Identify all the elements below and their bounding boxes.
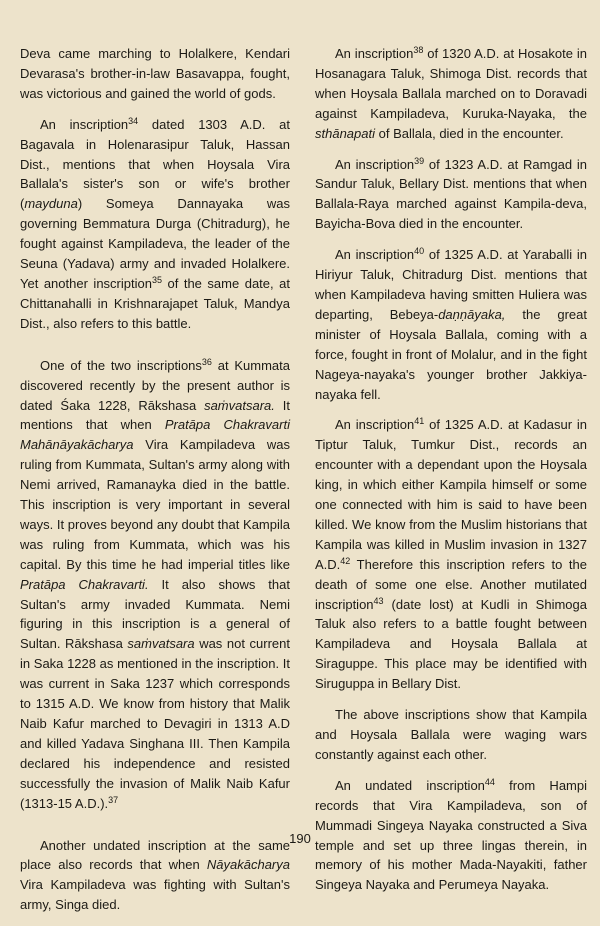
paragraph-text: An inscription [335,46,414,61]
paragraph-text: An undated inscription [335,777,485,793]
paragraph-text: dated 1303 A.D. at Bagavala in Holenarasipur Taluk, Hassan Dist., mentions that when Hoysala Vira Ballala's sister's son or wife's brother ( [20,116,290,212]
footnote-ref: 34 [128,115,139,126]
paragraph [315,155,587,235]
paragraph [20,44,290,104]
paragraph [20,115,290,334]
paragraph-text: of 1325 A.D. at Kadasur in Tiptur Taluk, Tumkur Dist., records an encounter with a dependant upon the Hoysala king, in which either Kampila himself or some one connected with him is said to have been killed. We know from the Muslim historians that Kampila was killed in Muslim invasion in 1327 A.D. [315,417,587,572]
footnote-ref: 43 [373,595,384,606]
italic-term: Nāyakācharya [206,857,290,873]
paragraph-text: (date lost) at Kudli in Shimoga Taluk also refers to a battle fought between Kampiladeva and Hoysala Ballala at Siraguppe. This place may be identified with Siruguppa in Bellary Dist. [315,596,587,692]
paragraph-text: of 1320 A.D. at Hosakote in Hosanagara Taluk, Shimoga Dist. records that when Hoysala Ballala marched on to Doravadi against Kampiladeva, Kuruka-Nayaka, the [315,46,587,121]
paragraph-text: Therefore this inscription refers to the death of some one else. Another mutilated inscription [315,556,587,612]
footnote-ref: 35 [151,274,162,285]
italic-term: sthānapati [315,125,375,141]
paragraph [315,245,587,404]
paragraph-text: One of the two inscriptions [40,357,202,373]
paragraph-text: Vira Kampiladeva was ruling from Kummata, Sultan's army along with Nemi arrived, Ramanayka died in the battle. This inscription is very important in several ways. It proves beyond any doubt that Kampila was ruling from Kummata, which was his capital. By this time he had imperial titles like [20,437,290,572]
footnote-ref: 42 [340,555,351,566]
paragraph [315,415,587,694]
footnote-ref: 37 [108,794,119,805]
paragraph-text: Vira Kampiladeva was fighting with Sultan's army, Singa died. [20,877,290,913]
paragraph-text: It also shows that Sultan's army invaded Kummata. Nemi figuring in this inscription is a general of Sultan. Rākshasa [20,576,290,652]
paragraph-text: Another undated inscription at the same place also records that when [20,837,290,873]
paragraph-text: at Kummata discovered recently by the present author is dated Śaka 1228, Rākshasa [20,357,290,413]
italic-term: mayduna [24,196,78,212]
right-column [315,44,587,906]
paragraph-text: of 1323 A.D. at Ramgad in Sandur Taluk, Bellary Dist. mentions that when Ballala-Raya marched against Kampila-deva, Bayicha-Bova died in the encounter. [315,156,587,232]
paragraph-text: An inscription [40,116,129,132]
footnote-ref: 44 [484,776,495,787]
left-column [20,44,290,926]
paragraph [315,705,587,765]
paragraph-text: of Ballala, died in the encounter. [375,125,564,141]
paragraph-text: An inscription [335,247,415,263]
footnote-ref: 40 [414,246,425,257]
paragraph [315,44,587,144]
italic-term: saṁvatsara [127,636,195,652]
footnote-ref: 36 [201,356,212,367]
paragraph-text: of 1325 A.D. at Yaraballi in Hiriyur Taluk, Chitradurg Dist. mentions that when Kampiladeva having smitten Huliera was departing, Bebeya- [315,247,587,322]
paragraph [20,356,290,814]
paragraph-text: from Hampi records that Vira Kampiladeva, son of Mummadi Singeya Nayaka constructed a Siva temple and set up three lingas therein, in memory of his mother Mada-Nayakiti, father Singeya Nayaka and Perumeya Nayaka. [315,777,587,893]
italic-term: saṁvatsara. [204,397,275,413]
paragraph-text: The above inscriptions show that Kampila and Hoysala Ballala were waging wars constantly against each other. [315,707,587,762]
footnote-ref: 38 [413,45,424,55]
italic-term: Pratāpa Chakravarti Mahānāyakācharya [20,417,290,453]
paragraph-text: An inscription [335,417,415,433]
paragraph-text: ) Someya Dannayaka was governing Bemmatura Durga (Chitradurg), he fought against Kampiladeva, the leader of the Seuna (Yadava) army and invaded Holalkere. Yet another inscription [20,196,290,291]
paragraph-text: It mentions that when [20,397,290,433]
paragraph [20,836,290,916]
footnote-ref: 39 [414,155,425,166]
paragraph-text: of the same date, at Chittanahalli in Krishnarajapet Taluk, Mandya Dist., also refers to this battle. [20,275,290,331]
paragraph-text: An inscription [335,156,415,172]
italic-term: daṇṇāyaka, [438,306,506,322]
paragraph-text: was not current in Saka 1228 as mentioned in the inscription. It was current in Saka 1237 which corresponds to 1315 A.D. We know from history that Malik Naib Kafur marched to Devagiri in 1313 A.D and killed Yadava Singhana III. Then Kampila declared his independence and resisted successfully the invasion of Malik Naib Kafur (1313-15 A.D.). [20,636,290,811]
page-number: 190 [289,831,311,846]
paragraph-text: Deva came marching to Holalkere, Kendari Devarasa's brother-in-law Basavappa, fought, was victorious and gained the world of gods. [20,46,290,101]
paragraph-text: the great minister of Hoysala Ballala, coming with a force, fought in front of Molalur, and in the fight Nageya-nayaka's younger brother Jakkiya-nayaka fell. [315,306,587,402]
italic-term: Pratāpa Chakravarti. [20,576,149,592]
footnote-ref: 41 [414,416,425,427]
